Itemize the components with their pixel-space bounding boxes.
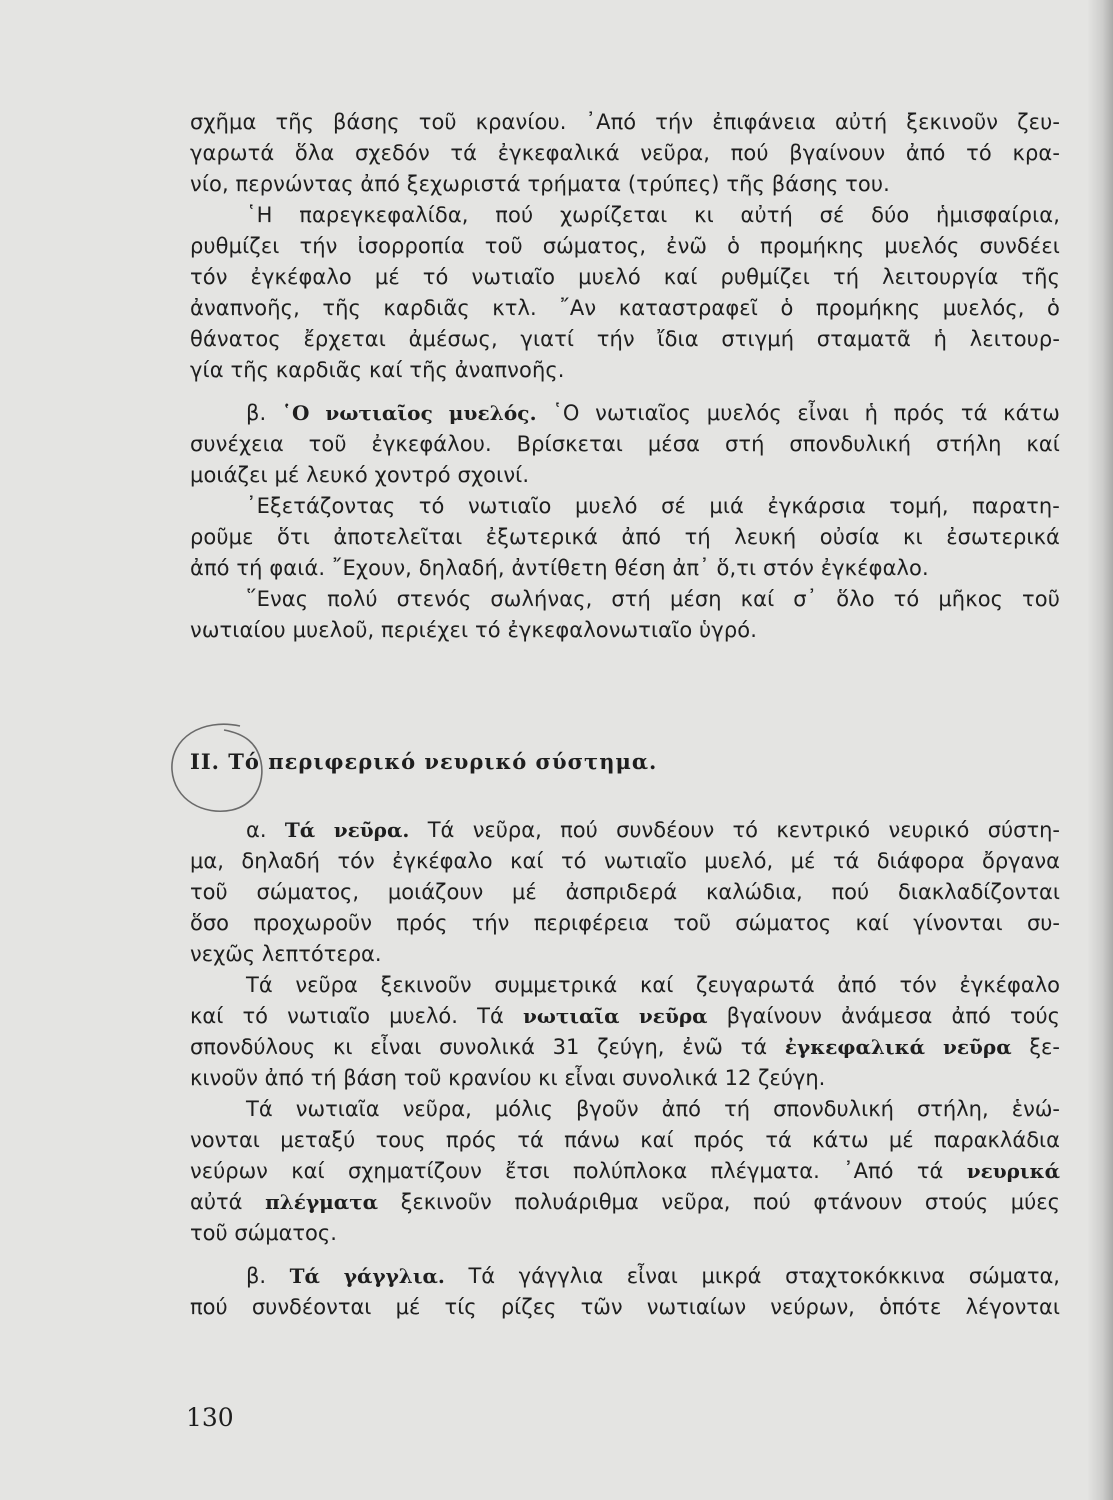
- text-line: Τά νεῦρα ξεκινοῦν συμμετρικά καί ζευγαρωτά ἀπό τόν ἐγκέφαλο: [246, 973, 1060, 997]
- body-text-lower: [190, 815, 1060, 1323]
- bold-term: νωτιαῖα νεῦρα: [522, 1004, 708, 1028]
- text-line: ἀναπνοῆς, τῆς καρδιᾶς κτλ. ῎Αν καταστραφεῖ ὁ προμήκης μυελός, ὁ: [190, 296, 1060, 320]
- page-edge-shadow: [1087, 0, 1113, 1500]
- subsection-term: ῾Ο νωτιαῖος μυελός.: [281, 401, 537, 425]
- text-line: ᾿Εξετάζοντας τό νωτιαῖο μυελό σέ μιά ἐγκάρσια τομή, παρατη-: [246, 494, 1060, 518]
- text-run: ξεκινοῦν πολυάριθμα νεῦρα, πού φτάνουν στούς μύες: [400, 1190, 1060, 1214]
- text-line: νεχῶς λεπτότερα.: [190, 942, 382, 966]
- text-line: [190, 1032, 1060, 1063]
- bold-term: ἐγκεφαλικά νεῦρα: [784, 1035, 1012, 1059]
- text-line: [190, 1261, 1060, 1292]
- body-text-upper: [190, 107, 1060, 646]
- text-line: [190, 815, 1060, 846]
- bold-term: νευρικά: [966, 1159, 1060, 1183]
- text-line: μα, δηλαδή τόν ἐγκέφαλο καί τό νωτιαῖο μυελό, μέ τά διάφορα ὄργανα: [190, 849, 1060, 873]
- text-line: ὅσο προχωροῦν πρός τήν περιφέρεια τοῦ σώματος καί γίνονται συ-: [190, 911, 1060, 935]
- list-marker: β.: [246, 1264, 267, 1288]
- text-line: θάνατος ἔρχεται ἀμέσως, γιατί τήν ἴδια στιγμή σταματᾶ ἡ λειτουρ-: [190, 327, 1060, 351]
- bold-term: πλέγματα: [265, 1190, 379, 1214]
- text-line: [190, 1187, 1060, 1218]
- text-run: ῾Ο νωτιαῖος μυελός εἶναι ἡ πρός τά κάτω: [552, 401, 1060, 425]
- text-line: ῾Η παρεγκεφαλίδα, πού χωρίζεται κι αὐτή σέ δύο ἡμισφαίρια,: [246, 203, 1060, 227]
- page-number: 130: [186, 1403, 234, 1432]
- section-heading: ΙΙ. Τό περιφερικό νευρικό σύστημα.: [190, 749, 658, 774]
- text-line: [190, 1001, 1060, 1032]
- text-line: τόν ἐγκέφαλο μέ τό νωτιαῖο μυελό καί ρυθμίζει τή λειτουργία τῆς: [190, 265, 1060, 289]
- text-line: σχῆμα τῆς βάσης τοῦ κρανίου. ᾿Από τήν ἐπιφάνεια αὐτή ξεκινοῦν ζευ-: [190, 110, 1060, 134]
- text-line: νωτιαίου μυελοῦ, περιέχει τό ἐγκεφαλονωτιαῖο ὑγρό.: [190, 618, 757, 642]
- text-run: αὐτά: [190, 1190, 243, 1214]
- list-marker: β.: [246, 401, 267, 425]
- text-run: Τά γάγγλια εἶναι μικρά σταχτοκόκκινα σώματα,: [468, 1264, 1060, 1288]
- text-run: ξε-: [1029, 1035, 1060, 1059]
- text-run: νεύρων καί σχηματίζουν ἔτσι πολύπλοκα πλέγματα. ᾿Από τά: [190, 1159, 944, 1183]
- text-run: Τά νεῦρα, πού συνδέουν τό κεντρικό νευρικό σύστη-: [427, 818, 1060, 842]
- text-line: γαρωτά ὅλα σχεδόν τά ἐγκεφαλικά νεῦρα, πού βγαίνουν ἀπό τό κρα-: [190, 141, 1060, 165]
- text-line: τοῦ σώματος, μοιάζουν μέ ἀσπριδερά καλώδια, πού διακλαδίζονται: [190, 880, 1060, 904]
- text-line: ρυθμίζει τήν ἰσορροπία τοῦ σώματος, ἐνῶ ὁ προμήκης μυελός συνδέει: [190, 234, 1060, 258]
- text-run: σπονδύλους κι εἶναι συνολικά 31 ζεύγη, ἐνῶ τά: [190, 1035, 768, 1059]
- text-line: ἀπό τή φαιά. ῎Εχουν, δηλαδή, ἀντίθετη θέση ἀπ᾿ ὅ,τι στόν ἐγκέφαλο.: [190, 556, 929, 580]
- text-line: ῞Ενας πολύ στενός σωλήνας, στή μέση καί σ᾿ ὅλο τό μῆκος τοῦ: [246, 587, 1060, 611]
- text-line: κινοῦν ἀπό τή βάση τοῦ κρανίου κι εἶναι συνολικά 12 ζεύγη.: [190, 1066, 826, 1090]
- text-run: καί τό νωτιαῖο μυελό. Τά: [190, 1004, 504, 1028]
- list-marker: α.: [246, 818, 267, 842]
- text-line: πού συνδέονται μέ τίς ρίζες τῶν νωτιαίων νεύρων, ὁπότε λέγονται: [190, 1295, 1060, 1319]
- text-line: τοῦ σώματος.: [190, 1221, 337, 1245]
- text-line: νονται μεταξύ τους πρός τά πάνω καί πρός τά κάτω μέ παρακλάδια: [190, 1128, 1060, 1152]
- text-line: νίο, περνώντας ἀπό ξεχωριστά τρήματα (τρύπες) τῆς βάσης του.: [190, 172, 890, 196]
- text-line: γία τῆς καρδιᾶς καί τῆς ἀναπνοῆς.: [190, 358, 565, 382]
- text-line: [190, 1156, 1060, 1187]
- text-line: μοιάζει μέ λευκό χοντρό σχοινί.: [190, 463, 530, 487]
- text-line: συνέχεια τοῦ ἐγκεφάλου. Βρίσκεται μέσα στή σπονδυλική στήλη καί: [190, 432, 1060, 456]
- subsection-term: Τά γάγγλια.: [289, 1264, 445, 1288]
- text-line: ροῦμε ὅτι ἀποτελεῖται ἐξωτερικά ἀπό τή λευκή οὐσία κι ἐσωτερικά: [190, 525, 1060, 549]
- text-line: Τά νωτιαῖα νεῦρα, μόλις βγοῦν ἀπό τή σπονδυλική στήλη, ἑνώ-: [246, 1097, 1060, 1121]
- subsection-term: Τά νεῦρα.: [284, 818, 410, 842]
- text-line: [190, 398, 1060, 429]
- text-run: βγαίνουν ἀνάμεσα ἀπό τούς: [726, 1004, 1060, 1028]
